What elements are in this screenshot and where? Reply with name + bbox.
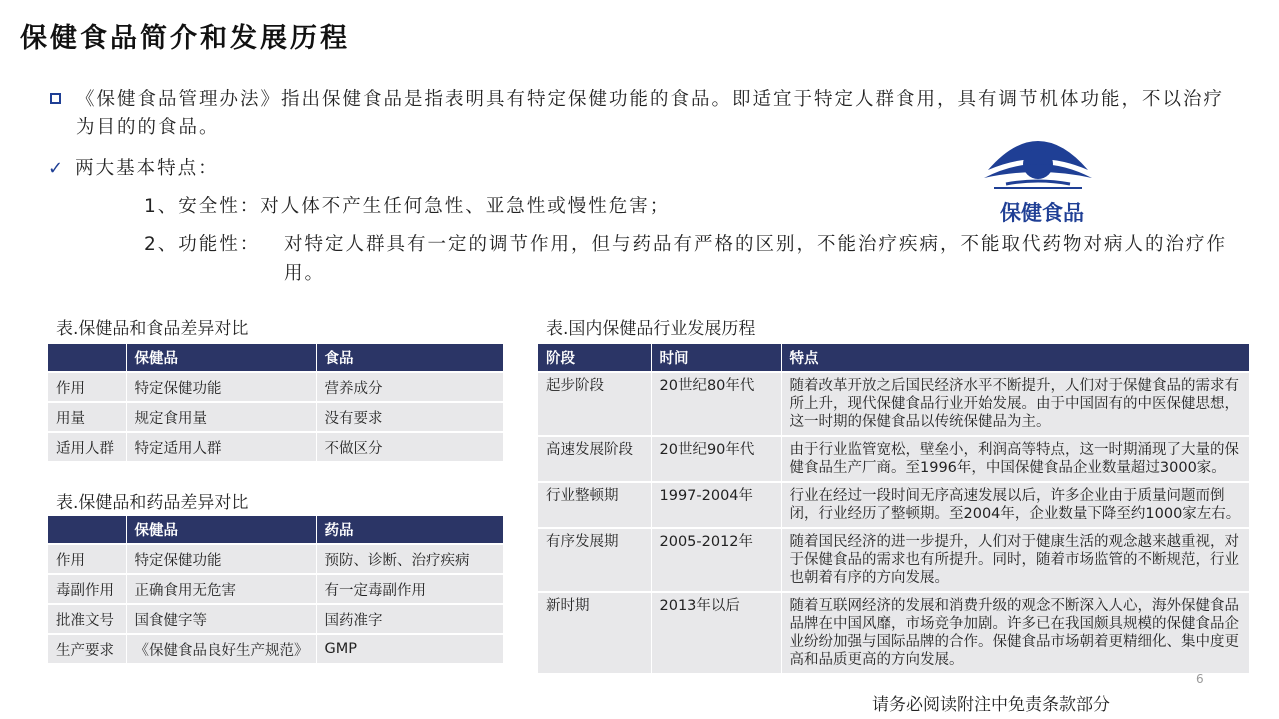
- table-cell: 有序发展期: [538, 528, 651, 592]
- table1-caption: 表.保健品和食品差异对比: [56, 319, 249, 339]
- feature-safety: 1、安全性：对人体不产生任何急性、亚急性或慢性危害；: [144, 196, 671, 217]
- table-header-cell: 特点: [781, 344, 1250, 372]
- feature-function-lead: 2、功能性：: [144, 234, 261, 255]
- table-row: [538, 436, 1250, 482]
- table-row: [48, 372, 504, 402]
- table-header-row: [48, 344, 504, 372]
- table-cell: 特定适用人群: [126, 432, 316, 461]
- table-cell: 国食健字等: [126, 604, 316, 634]
- table-header-cell: 药品: [316, 516, 504, 544]
- square-bullet-icon: [50, 93, 61, 104]
- health-food-emblem-icon: [980, 126, 1096, 198]
- table-cell: 批准文号: [48, 604, 126, 634]
- features-heading-text: 两大基本特点：: [75, 158, 219, 179]
- table-row: [48, 634, 504, 663]
- table-header-cell: 保健品: [126, 516, 316, 544]
- table-cell: 行业整顿期: [538, 482, 651, 528]
- intro-text: 《保健食品管理办法》指出保健食品是指表明具有特定保健功能的食品。即适宜于特定人群食用，具有调节机体功能，不以治疗为目的的食品。: [76, 89, 1225, 138]
- table-cell: 随着国民经济的进一步提升，人们对于健康生活的观念越来越重视，对于保健食品的需求也有所提升。同时，随着市场监管的不断规范，行业也朝着有序的方向发展。: [781, 528, 1250, 592]
- table-cell: 20世纪80年代: [651, 372, 781, 436]
- table-row: [48, 544, 504, 574]
- disclaimer-footer: 请务必阅读附注中免责条款部分: [872, 695, 1110, 715]
- table-header-cell: [48, 344, 126, 372]
- table-header-cell: [48, 516, 126, 544]
- table-cell: 高速发展阶段: [538, 436, 651, 482]
- table-cell: 随着互联网经济的发展和消费升级的观念不断深入人心，海外保健食品品牌在中国风靡，市场竞争加剧。许多已在我国颇具规模的保健食品企业纷纷加强与国际品牌的合作。保健食品市场朝着更精细化、集中度更高和品质更高的方向发展。: [781, 592, 1250, 673]
- table-header-cell: 食品: [316, 344, 504, 372]
- table-cell: GMP: [316, 634, 504, 663]
- table3-caption: 表.国内保健品行业发展历程: [546, 319, 756, 339]
- table-cell: 2013年以后: [651, 592, 781, 673]
- table-cell: 特定保健功能: [126, 544, 316, 574]
- table-cell: 由于行业监管宽松，壁垒小，利润高等特点，这一时期涌现了大量的保健食品生产厂商。至1996年，中国保健食品企业数量超过3000家。: [781, 436, 1250, 482]
- table-cell: 用量: [48, 402, 126, 432]
- table-row: [538, 528, 1250, 592]
- table2-caption: 表.保健品和药品差异对比: [56, 493, 249, 513]
- table-row: [538, 372, 1250, 436]
- table-header-cell: 时间: [651, 344, 781, 372]
- page-number: 6: [1196, 672, 1204, 686]
- food-comparison-table: [48, 344, 504, 461]
- table-cell: 营养成分: [316, 372, 504, 402]
- table-cell: 作用: [48, 372, 126, 402]
- table-header-cell: 阶段: [538, 344, 651, 372]
- table-header-row: [48, 516, 504, 544]
- table-cell: 毒副作用: [48, 574, 126, 604]
- table-cell: 随着改革开放之后国民经济水平不断提升，人们对于保健食品的需求有所上升，现代保健食品行业开始发展。由于中国固有的中医保健思想，这一时期的保健食品以传统保健品为主。: [781, 372, 1250, 436]
- table-cell: 适用人群: [48, 432, 126, 461]
- feature-function: [144, 230, 1232, 288]
- features-heading: [48, 154, 219, 180]
- table-cell: 规定食用量: [126, 402, 316, 432]
- drug-comparison-table: [48, 516, 504, 663]
- table-row: [538, 592, 1250, 673]
- table-row: [48, 432, 504, 461]
- table-header-row: [538, 344, 1250, 372]
- table-cell: 作用: [48, 544, 126, 574]
- table-cell: 正确食用无危害: [126, 574, 316, 604]
- table-cell: 特定保健功能: [126, 372, 316, 402]
- health-food-logo: [980, 126, 1096, 224]
- table-cell: 新时期: [538, 592, 651, 673]
- table-row: [48, 402, 504, 432]
- table-cell: 没有要求: [316, 402, 504, 432]
- table-row: [538, 482, 1250, 528]
- logo-text: 保健食品: [1000, 201, 1084, 225]
- table-cell: 预防、诊断、治疗疾病: [316, 544, 504, 574]
- page-title: 保健食品简介和发展历程: [20, 23, 350, 54]
- table-row: [48, 604, 504, 634]
- table-cell: 2005-2012年: [651, 528, 781, 592]
- table-cell: 起步阶段: [538, 372, 651, 436]
- table-row: [48, 574, 504, 604]
- checkmark-icon: ✓: [48, 158, 66, 179]
- table-cell: 行业在经过一段时间无序高速发展以后，许多企业由于质量问题而倒闭，行业经历了整顿期。至2004年，企业数量下降至约1000家左右。: [781, 482, 1250, 528]
- table-header-cell: 保健品: [126, 344, 316, 372]
- table-cell: 国药准字: [316, 604, 504, 634]
- table-cell: 生产要求: [48, 634, 126, 663]
- table-cell: 有一定毒副作用: [316, 574, 504, 604]
- industry-history-table: [538, 344, 1250, 673]
- table-cell: 《保健食品良好生产规范》: [126, 634, 316, 663]
- feature-function-text: 对特定人群具有一定的调节作用，但与药品有严格的区别，不能治疗疾病，不能取代药物对病人的治疗作用。: [284, 234, 1228, 284]
- table-cell: 不做区分: [316, 432, 504, 461]
- table-cell: 20世纪90年代: [651, 436, 781, 482]
- table-cell: 1997-2004年: [651, 482, 781, 528]
